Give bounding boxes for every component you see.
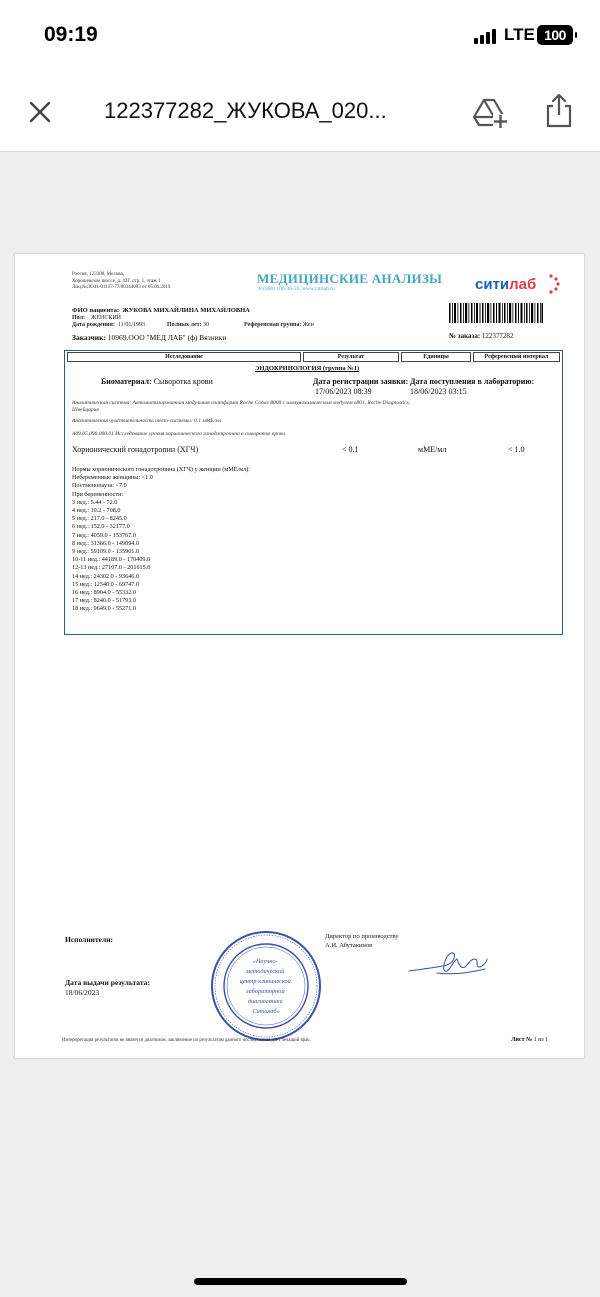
battery-level: 100 <box>544 27 566 43</box>
issue-label: Дата выдачи результата: <box>65 978 150 987</box>
lab-address <box>72 272 170 292</box>
table-header <box>65 351 562 363</box>
document-page <box>15 254 584 1058</box>
share-button[interactable] <box>544 92 574 130</box>
norm-line: Небеременные женщины: <1.0 <box>72 474 153 482</box>
logo-dots-icon <box>548 273 560 295</box>
norm-line: 16 нед.: 8904.0 - 55332.0 <box>72 589 136 597</box>
document-viewer[interactable] <box>0 152 600 1297</box>
ref-group-label: Референсная группа: <box>244 322 302 328</box>
battery-icon <box>537 25 573 45</box>
patient-sex <box>72 315 121 321</box>
stamp-line: диагностики <box>247 998 283 1005</box>
stamp-line: «Научно- <box>252 958 278 965</box>
norm-line: 17 нед.: 8240.0 - 51793.0 <box>72 597 136 605</box>
footer-note: Интерпретация результатов не является диагнозом, заключение по результатам данного исследования дает лечащий врач. <box>62 1038 311 1043</box>
sheet-num: 1 <box>533 1037 537 1043</box>
analytic-system-line: Швейцария <box>72 407 99 413</box>
patient-name <box>72 307 250 314</box>
director-title: Директор по производству <box>325 933 399 940</box>
col-header-units: Единицы <box>401 352 471 362</box>
section-title: ЭНДОКРИНОЛОГИЯ (группа №1) <box>255 365 360 372</box>
patient-ref-group <box>244 322 314 328</box>
test-code: A09.05.090.000.01 Исследование уровня хорионического гонадотропина в сыворотке крови <box>72 431 286 437</box>
client-info <box>72 333 226 342</box>
results-table <box>64 350 563 635</box>
test-reference: < 1.0 <box>508 445 525 454</box>
sheet-total: 1 <box>545 1037 549 1043</box>
citilab-logo <box>475 276 536 293</box>
norm-line: 8 нед.: 31366.0 - 149094.0 <box>72 539 140 547</box>
analytic-system <box>72 400 552 414</box>
stamp-line: центр клинической <box>239 978 291 985</box>
network-label: LTE <box>504 25 535 44</box>
stamp-line: лабораторной <box>245 988 285 995</box>
brand-title: МЕДИЦИНСКИЕ АНАЛИЗЫ <box>257 271 443 286</box>
norm-line: Постменопауза: <7.0 <box>72 482 127 490</box>
age-label: Полных лет: <box>167 322 202 328</box>
svg-text:«Научно- методический <box>240 958 293 1015</box>
document-title: 122377282_ЖУКОВА_020... <box>104 98 387 123</box>
stamp-line: методический <box>245 968 285 975</box>
analytic-sensitivity: Аналитическая чувствительность тест-системы: 0.1 мМЕ/мл <box>72 418 222 424</box>
address-line: Россия, 123308, Москва, <box>72 272 125 277</box>
col-header-reference: Референсный интервал <box>473 352 560 362</box>
client-value: 10969.ООО "МЕД ЛАБ" (ф) Вязники <box>107 333 227 342</box>
norm-line: 4 нед.: 10.2 - 708.0 <box>72 507 121 515</box>
client-label: Заказчик: <box>72 333 106 342</box>
norm-line: 9 нед.: 59109.0 - 135901.0 <box>72 548 140 556</box>
sex-label: Пол: <box>72 315 85 321</box>
address-line: Лиц.№ЛО41-01137-77/00344093 от 05.06.2019 <box>72 285 171 290</box>
biomaterial-value: Сыворотка крови <box>153 377 213 386</box>
col-header-result: Результат <box>303 352 399 362</box>
arrival-date <box>410 377 534 397</box>
address-line: Хорошевское шоссе, д. 43Г, стр. 1, этаж 1 <box>72 278 161 284</box>
arrival-label: Дата поступления в лабораторию: <box>410 377 535 386</box>
norm-line: 5 нед.: 217.0 - 8245.0 <box>72 515 127 523</box>
norm-line: 12-13 нед.: 27107.0 - 201615.0 <box>72 564 151 572</box>
close-icon <box>26 98 54 126</box>
home-indicator[interactable] <box>194 1278 407 1285</box>
patient-dob <box>72 322 145 328</box>
close-button[interactable] <box>26 98 54 126</box>
patient-name-value: ЖУКОВА МИХАЙЛИНА МИХАЙЛОВНА <box>122 307 250 314</box>
arrival-value: 18/06/2023 03:15 <box>410 387 467 396</box>
director-info <box>325 932 399 950</box>
sheet-of: из <box>538 1037 544 1043</box>
age-value: 30 <box>203 322 210 328</box>
analytic-system-line: Аналитическая система: Автоматизированная модульная платформа Roche Cobas 8000 с иммунохимическим модулем e801, Roche Diagnostics, <box>72 400 411 406</box>
norms-list <box>72 466 250 614</box>
biomaterial-label: Биоматериал: <box>101 377 152 386</box>
patient-age <box>167 322 209 328</box>
sheet-number <box>511 1037 548 1043</box>
norm-line: 10-11 нед.: 44189.0 - 170409.0 <box>72 556 151 564</box>
norm-line: Нормы хорионического гонадотропина (ХГЧ) у женщин (мМЕ/мл): <box>72 466 251 473</box>
dob-value: 11/01/1993 <box>117 322 146 328</box>
test-result: < 0.1 <box>342 445 359 454</box>
biomaterial <box>101 377 213 386</box>
norm-line: 3 нед.: 5.44 - 72.0 <box>72 498 118 506</box>
share-icon <box>544 92 574 130</box>
norm-line: 7 нед.: 4059.0 - 153767.0 <box>72 531 136 539</box>
director-name: А.И. Абутакинов <box>325 942 373 949</box>
sex-value: ЖЕНСКИЙ <box>90 315 121 321</box>
lab-stamp-icon <box>210 930 322 1042</box>
ref-group-value: Жен <box>302 322 314 328</box>
norm-line: При беременности: <box>72 490 124 498</box>
norm-line: 18 нед.: 9649.0 - 55271.0 <box>72 605 136 613</box>
reg-value: 17/06/2023 08:39 <box>315 387 372 396</box>
viewer-toolbar <box>0 70 600 152</box>
status-time: 09:19 <box>44 23 98 46</box>
order-number <box>449 332 513 340</box>
drive-add-icon <box>472 94 508 130</box>
executors-label: Исполнители: <box>65 935 114 944</box>
order-label: № заказа: <box>449 332 481 340</box>
registration-date <box>313 377 408 397</box>
signal-icon <box>474 28 500 44</box>
logo-part2: лаб <box>509 276 537 293</box>
status-bar <box>0 0 600 70</box>
col-header-test: Исследование <box>67 352 301 362</box>
dob-label: Дата рождения: <box>72 322 115 328</box>
brand-contacts: 8 (800) 100-36-20, www.citilab.ru <box>259 286 335 292</box>
logo-part1: сити <box>475 276 510 293</box>
signature-icon <box>407 947 489 979</box>
test-units: мМЕ/мл <box>418 445 447 454</box>
issue-date <box>65 978 150 998</box>
add-to-drive-button[interactable] <box>472 94 508 130</box>
norm-line: 15 нед.: 12540.0 - 69747.0 <box>72 580 140 588</box>
norm-line: 6 нед.: 152.0 - 32177.0 <box>72 523 130 531</box>
norm-line: 14 нед.: 24302.0 - 93646.0 <box>72 572 140 580</box>
patient-name-label: ФИО пациента: <box>72 307 120 314</box>
stamp-line: Ситилаб» <box>252 1008 280 1015</box>
barcode-icon <box>449 303 543 323</box>
order-value: 122377282 <box>481 332 514 340</box>
test-name: Хорионический гонадотропин (ХГЧ) <box>72 445 199 454</box>
reg-label: Дата регистрации заявки: <box>313 377 409 386</box>
issue-value: 18/06/2023 <box>65 988 100 997</box>
sheet-label: Лист № <box>511 1037 533 1043</box>
